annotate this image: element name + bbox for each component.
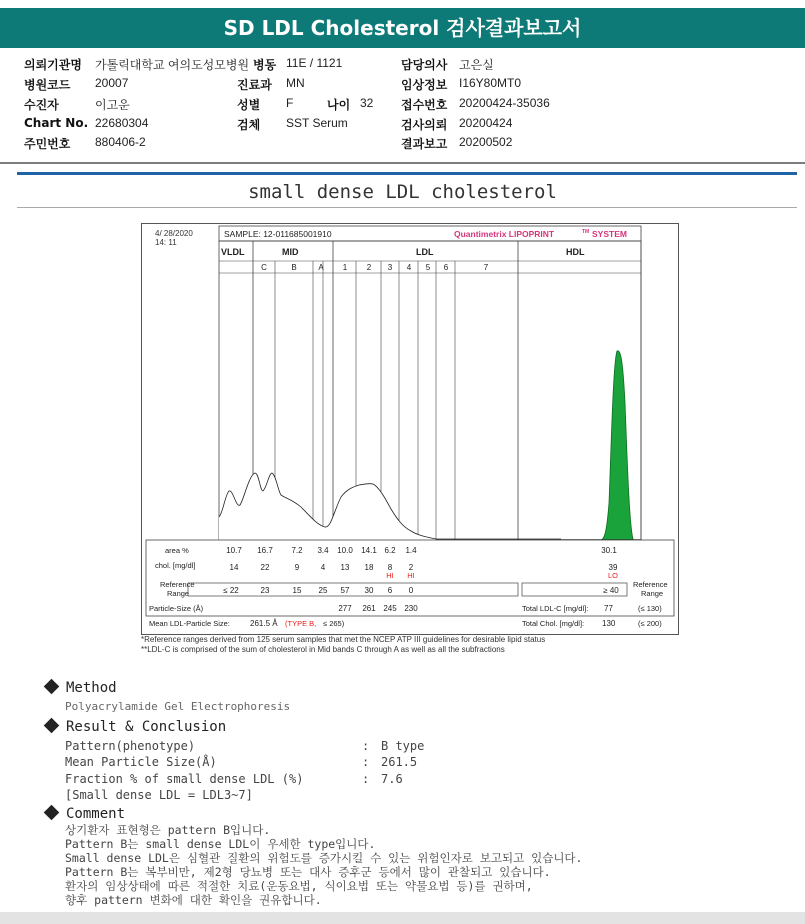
area-cell: 14.1 <box>361 546 377 555</box>
clinical-label: 임상정보 <box>401 78 448 92</box>
report-date-value: 20200502 <box>459 135 513 149</box>
flag-lo: LO <box>607 571 619 580</box>
result-title: Result & Conclusion <box>66 719 227 735</box>
diamond-icon <box>44 805 60 821</box>
id-value: 880406-2 <box>95 135 146 149</box>
chart-value: 22680304 <box>95 116 149 130</box>
total-ldl-label: Total LDL-C [mg/dl]: <box>522 604 589 613</box>
chol-cell: 8 <box>387 563 393 572</box>
report-date-label: 결과보고 <box>401 137 448 151</box>
chol-cell: 13 <box>340 563 350 572</box>
total-chol-label: Total Chol. [mg/dl]: <box>522 619 585 628</box>
comment-line: Small dense LDL은 심혈관 질환의 위험도를 증가시킬 수 있는 위험인자로 보고되고 있습니다. <box>65 851 583 865</box>
ref-right-label: Range <box>641 589 664 598</box>
chol-cell: 14 <box>229 563 239 572</box>
mean-size-type: (TYPE B, <box>285 619 317 628</box>
sample-id: SAMPLE: 12-011685001910 <box>224 229 332 239</box>
ref-cell: 15 <box>292 586 302 595</box>
chol-cell: 18 <box>364 563 374 572</box>
section-subtitle: small dense LDL cholesterol <box>248 181 557 203</box>
area-cell: 3.4 <box>317 546 329 555</box>
method-heading <box>44 680 117 696</box>
area-cell: 10.0 <box>337 546 353 555</box>
band-label-1: 1 <box>342 263 348 272</box>
code-value: 20007 <box>95 76 129 90</box>
region-label-mid: MID <box>282 247 299 257</box>
size-cell: 261 <box>362 604 376 613</box>
comment-line: 향후 pattern 변화에 대한 확인을 권유합니다. <box>65 893 322 907</box>
band-label-6: 6 <box>443 263 449 272</box>
doctor-value: 고은실 <box>459 58 494 72</box>
comment-title: Comment <box>66 806 126 822</box>
chol-cell: 2 <box>408 563 414 572</box>
doctor-label: 담당의사 <box>401 58 448 72</box>
divider <box>0 162 805 164</box>
comment-line: Pattern B는 복부비만, 제2형 당뇨병 또는 대사 증후군 등에서 많이 관찰되고 있습니다. <box>65 865 551 879</box>
receipt-value: 20200424-35036 <box>459 96 550 110</box>
row-label-range: Range <box>167 589 190 598</box>
result-value: 261.5 <box>381 755 418 769</box>
dept-label: 진료과 <box>237 78 272 92</box>
comment-line: Pattern B는 small dense LDL이 우세한 type입니다. <box>65 837 376 851</box>
region-label-hdl: HDL <box>566 247 585 257</box>
ref-cell: 30 <box>364 586 374 595</box>
area-cell-hdl: 30.1 <box>601 546 617 555</box>
brand-tm: TM <box>582 229 590 235</box>
comment-body <box>65 823 582 907</box>
result-heading <box>44 719 226 735</box>
lipoprint-report <box>141 223 679 635</box>
sex-label: 성별 <box>237 98 261 112</box>
total-chol-value: 130 <box>602 619 616 628</box>
divider-blue <box>17 172 797 175</box>
mean-size-value: 261.5 Å <box>250 619 278 628</box>
result-colon: : <box>362 772 370 786</box>
area-cell: 1.4 <box>405 546 417 555</box>
total-chol-ref: (≤ 200) <box>638 619 662 628</box>
chart-label: Chart No. <box>24 116 89 130</box>
band-label-4: 4 <box>406 263 412 272</box>
area-cell: 16.7 <box>257 546 273 555</box>
size-cell: 245 <box>383 604 397 613</box>
comment-line: 상기환자 표현형은 pattern B입니다. <box>65 823 271 837</box>
band-label-c: C <box>261 263 267 272</box>
hospital-value: 가톨릭대학교 여의도성모병원 <box>95 58 250 72</box>
chol-cell: 22 <box>260 563 270 572</box>
result-colon: : <box>362 755 370 769</box>
result-label: Pattern(phenotype) <box>65 739 196 753</box>
result-colon: : <box>362 739 370 753</box>
flag-hi: HI <box>386 571 394 580</box>
lipoprint-svg <box>141 223 679 635</box>
specimen-value: SST Serum <box>286 116 348 130</box>
patient-label: 수진자 <box>24 98 59 112</box>
ref-cell: 0 <box>408 586 414 595</box>
patient-value: 이고운 <box>95 98 130 112</box>
report-date: 4/ 28/2020 <box>155 229 193 238</box>
receipt-label: 접수번호 <box>401 98 448 112</box>
method-text: Polyacrylamide Gel Electrophoresis <box>65 700 291 713</box>
request-label: 검사의뢰 <box>401 118 448 132</box>
report-title: SD LDL Cholesterol 검사결과보고서 <box>0 8 805 48</box>
chol-cell-hdl: 39 <box>608 563 618 572</box>
result-label: Mean Particle Size(Å) <box>65 755 217 769</box>
band-label-a: A <box>318 263 324 272</box>
band-label-3: 3 <box>387 263 393 272</box>
total-ldl-value: 77 <box>604 604 613 613</box>
brand-system: SYSTEM <box>592 229 627 239</box>
method-title: Method <box>66 680 117 696</box>
divider-thin <box>17 207 797 208</box>
result-label: Fraction % of small dense LDL (%) <box>65 772 304 786</box>
ref-cell-hdl: ≥ 40 <box>603 586 619 595</box>
band-label-2: 2 <box>366 263 372 272</box>
result-note: [Small dense LDL = LDL3~7] <box>65 788 253 802</box>
ref-cell: ≤ 22 <box>223 586 239 595</box>
chol-cell: 9 <box>294 563 300 572</box>
ward-label: 병동 <box>253 58 277 72</box>
area-cell: 6.2 <box>384 546 396 555</box>
band-label-5: 5 <box>425 263 431 272</box>
flag-hi: HI <box>407 571 415 580</box>
request-value: 20200424 <box>459 116 513 130</box>
diamond-icon <box>44 718 60 734</box>
brand-name: Quantimetrix LIPOPRINT <box>454 229 555 239</box>
report-time: 14: 11 <box>155 238 177 247</box>
total-ldl-ref: (≤ 130) <box>638 604 662 613</box>
row-label-chol: chol. [mg/dl] <box>155 561 196 570</box>
ref-cell: 57 <box>340 586 350 595</box>
ward-value: 11E / 1121 <box>286 56 343 70</box>
ref-cell: 25 <box>318 586 328 595</box>
band-label-b: B <box>291 263 297 272</box>
ref-cell: 6 <box>387 586 393 595</box>
ref-right-label: Reference <box>633 580 668 589</box>
mean-size-label: Mean LDL-Particle Size: <box>149 619 230 628</box>
id-label: 주민번호 <box>24 137 71 151</box>
band-label-7: 7 <box>483 263 489 272</box>
hospital-label: 의뢰기관명 <box>24 58 82 72</box>
comment-line: 환자의 임상상태에 따른 적절한 치료(운동요법, 식이요법 또는 약물요법 등)를 권하며, <box>65 879 533 893</box>
result-value: B type <box>381 739 425 753</box>
region-label-vldl: VLDL <box>221 247 245 257</box>
age-label: 나이 <box>327 98 351 112</box>
clinical-value: I16Y80MT0 <box>459 76 522 90</box>
result-value: 7.6 <box>381 772 403 786</box>
footnotes <box>141 635 741 655</box>
chol-cell: 4 <box>320 563 326 572</box>
row-label-reference: Reference <box>160 580 195 589</box>
comment-heading <box>44 806 125 822</box>
sex-value: F <box>286 96 294 110</box>
bottom-bar <box>0 912 805 924</box>
region-label-ldl: LDL <box>416 247 434 257</box>
size-cell: 230 <box>404 604 418 613</box>
specimen-label: 검체 <box>237 118 261 132</box>
dept-value: MN <box>286 76 305 90</box>
footnote: **LDL-C is comprised of the sum of cholesterol in Mid bands C through A as well as all the subfractions <box>141 645 505 654</box>
age-value: 32 <box>360 96 374 110</box>
row-label-area: area % <box>165 546 189 555</box>
footnote: *Reference ranges derived from 125 serum samples that met the NCEP ATP III guidelines for desirable lipid status <box>141 635 546 644</box>
mean-size-cutoff: ≤ 265) <box>323 619 345 628</box>
diamond-icon <box>44 679 60 695</box>
patient-info-block <box>0 52 805 162</box>
code-label: 병원코드 <box>24 78 71 92</box>
area-cell: 7.2 <box>291 546 303 555</box>
row-label-size: Particle-Size (Å) <box>149 604 204 613</box>
size-cell: 277 <box>338 604 352 613</box>
area-cell: 10.7 <box>226 546 242 555</box>
ref-cell: 23 <box>260 586 270 595</box>
